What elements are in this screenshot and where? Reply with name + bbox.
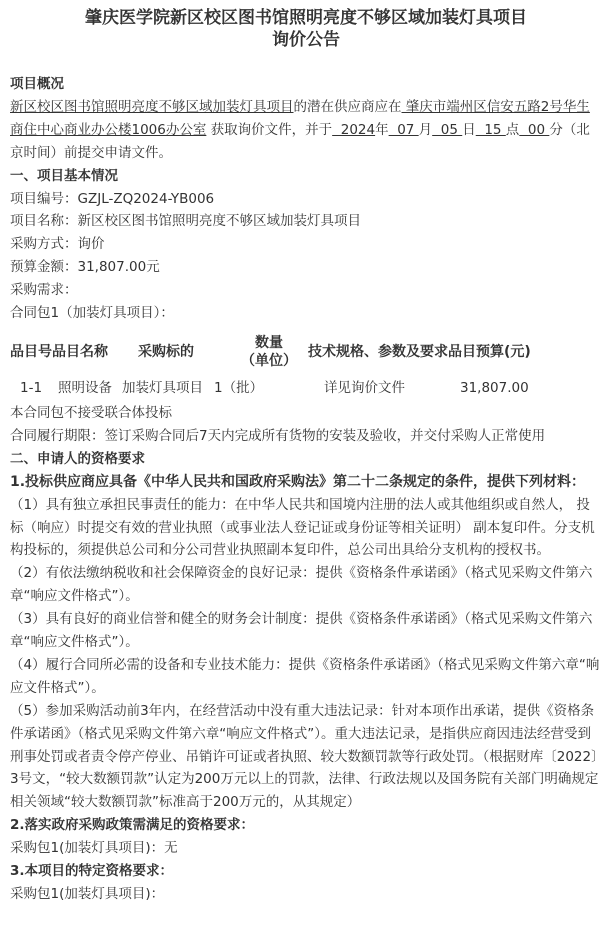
requirement-1-3: （3）具有良好的商业信誉和健全的财务会计制度：提供《资格条件承诺函》（格式见采购文件第六章“响应文件格式”）。: [10, 611, 593, 651]
day-unit: 日: [462, 121, 476, 138]
requirement-1-1: （1）具有独立承担民事责任的能力：在中华人民共和国境内注册的法人或其他组织或自然人， 投标（响应）时提交有效的营业执照（或事业法人登记证或身份证等相关证明） 副本复印件。分支机构投标的，须提供总公司和分公司营业执照副本复印件，总公司出具给分支机构的授权书。: [10, 496, 595, 559]
budget-amount: 预算金额：31,807.00元: [10, 259, 160, 276]
col-quantity-line2: （单位）: [241, 352, 297, 369]
requirement-1: 1.投标供应商应具备《中华人民共和国政府采购法》第二十二条规定的条件，提供下列材料：: [10, 473, 586, 490]
month-unit: 月: [418, 121, 433, 138]
col-quantity-line1: 数量: [255, 334, 283, 351]
overview-project: 新区校区图书馆照明亮度不够区域加装灯具项目: [10, 98, 294, 115]
procurement-demand: 采购需求：: [10, 282, 78, 299]
deadline-hour: 15: [475, 121, 506, 138]
year-unit: 年: [375, 121, 389, 138]
project-number: 项目编号：GZJL-ZQ2024-YB006: [10, 190, 215, 207]
notice-title: [10, 0, 602, 51]
row-quantity: 1（批）: [214, 379, 264, 396]
table-row: [10, 374, 602, 402]
col-target: 采购标的: [138, 343, 194, 360]
requirement-1-2: （2）有依法缴纳税收和社会保障资金的良好记录：提供《资格条件承诺函》（格式见采购文件第六章“响应文件格式”）。: [10, 565, 593, 605]
contract-term: 合同履行期限：签订采购合同后7天内完成所有货物的安装及验收，并交付采购人正常使用: [10, 427, 546, 444]
deadline-day: 05: [432, 121, 463, 138]
overview-text-2: 获取询价文件，并于: [206, 121, 333, 138]
section-2-heading: 二、申请人的资格要求: [10, 450, 145, 467]
row-spec: 详见询价文件: [324, 379, 405, 396]
overview-text-1: 的潜在供应商应在: [293, 98, 402, 115]
requirement-3-value: 采购包1(加装灯具项目)：: [10, 886, 165, 902]
title-line-1: 肇庆医学院新区校区图书馆照明亮度不够区域加装灯具项目: [85, 8, 527, 28]
table-header: [10, 330, 602, 374]
project-name: 项目名称：新区校区图书馆照明亮度不够区域加装灯具项目: [10, 213, 361, 230]
overview-address: 肇庆市端州区信安五路2号华生商住中心商业办公楼1006办公室: [10, 98, 590, 138]
overview-paragraph: [10, 96, 602, 165]
requirement-2: 2.落实政府采购政策需满足的资格要求：: [10, 817, 255, 834]
deadline-year: 2024: [332, 121, 376, 138]
requirement-1-5: （5）参加采购活动前3年内，在经营活动中没有重大违法记录：针对本项作出承诺，提供《资格条件承诺函》（格式见采购文件第六章“响应文件格式”）。重大违法记录，是指供应商因违法经营受到刑事处罚或者责令停产停业、吊销许可证或者执照、较大数额罚款等行政处罚。（根据财库〔2022〕3号文，“较大数额罚款”认定为200万元以上的罚款，法律、行政法规以及国务院有关部门明确规定相关领域“较大数额罚款”标准高于200万元的，从其规定）: [10, 702, 599, 811]
requirement-3: 3.本项目的特定资格要求：: [10, 863, 174, 880]
overview-heading: 项目概况: [10, 76, 64, 92]
procurement-method: 采购方式：询价: [10, 236, 105, 253]
section-1-heading: 一、项目基本情况: [10, 167, 118, 184]
deadline-minute: 00: [519, 121, 550, 138]
title-line-2: 询价公告: [272, 30, 340, 50]
col-spec-budget: 技术规格、参数及要求品目预算(元): [308, 343, 531, 360]
col-item-no-name: 品目号品目名称: [10, 343, 108, 360]
deadline-month: 07: [388, 121, 419, 138]
requirement-1-4: （4）履行合同所必需的设备和专业技术能力：提供《资格条件承诺函》（格式见采购文件第六章“响应文件格式”）。: [10, 656, 600, 696]
notice-content: [10, 73, 602, 906]
contract-package: 合同包1（加装灯具项目）：: [10, 305, 174, 322]
row-no: 1-1: [20, 379, 43, 396]
hour-unit: 点: [505, 121, 520, 138]
col-quantity: [234, 334, 304, 370]
requirement-2-value: 采购包1(加装灯具项目)：无: [10, 840, 178, 857]
consortium-note: 本合同包不接受联合体投标: [10, 404, 172, 421]
row-name: 照明设备: [58, 379, 112, 396]
row-target: 加装灯具项目: [122, 379, 203, 396]
minute-unit: 分（北京时间）前提交申请文件。: [10, 121, 590, 161]
row-budget: 31,807.00: [460, 379, 529, 396]
